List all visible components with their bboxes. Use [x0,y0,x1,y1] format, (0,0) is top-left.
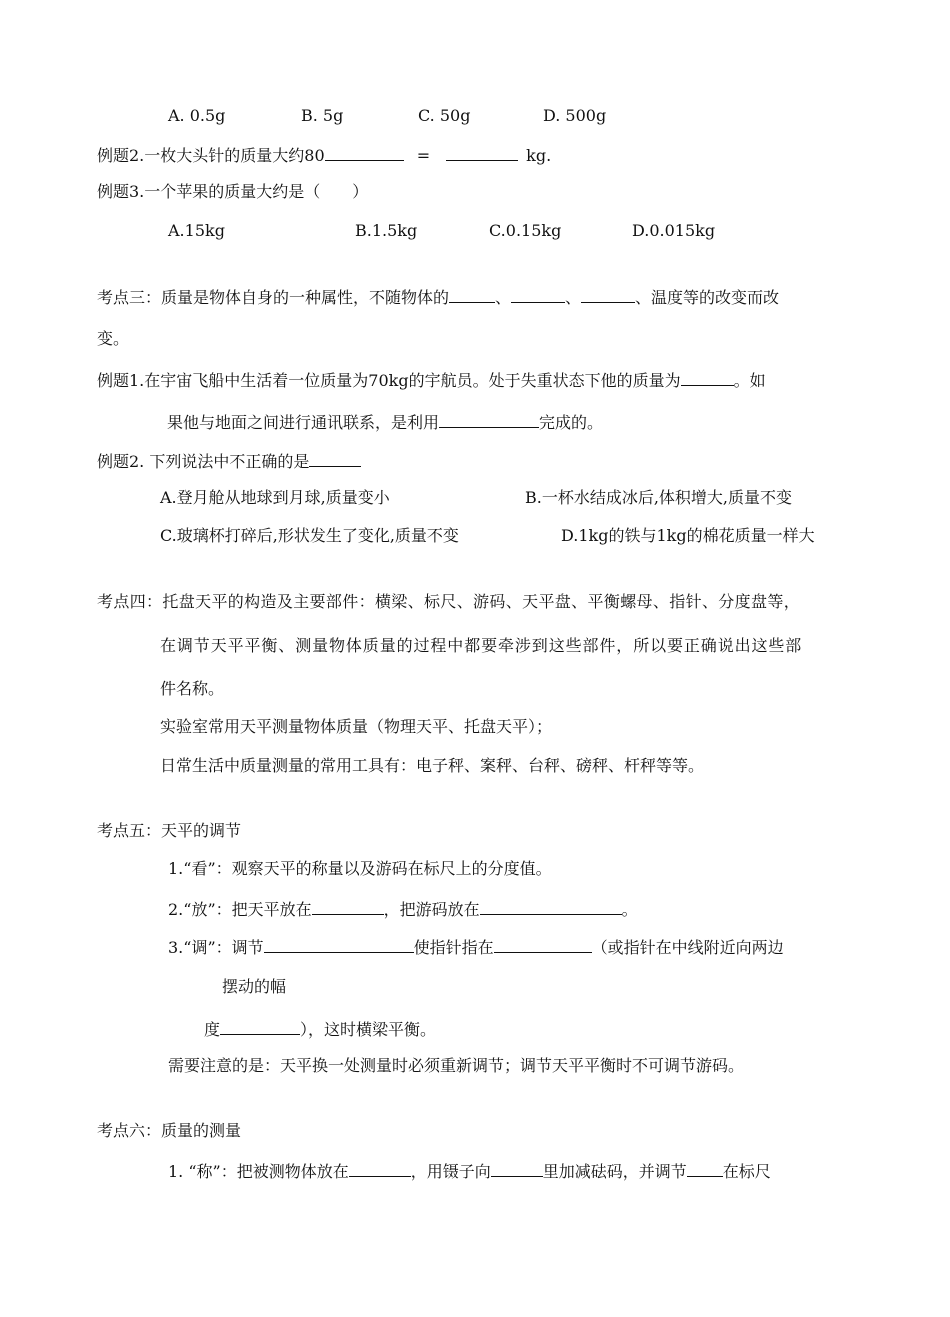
answer-blank[interactable] [581,286,635,303]
answer-blank[interactable] [681,369,734,386]
kd3-line-1 [97,286,779,308]
kd3-text-1: 考点三：质量是物体自身的一种属性，不随物体的 [97,288,450,307]
example-2-line [97,144,551,166]
ex3-option-c: C.0.15kg [489,221,562,240]
answer-blank[interactable] [687,1160,723,1177]
kd3-ex2-option-a: A.登月舱从地球到月球,质量变小 [160,488,390,507]
kd6-step-1-text-2: ，用镊子向 [410,1162,491,1181]
kd4-line-2: 在调节天平平衡、测量物体质量的过程中都要牵涉到这些部件，所以要正确说出这些部 [160,636,803,655]
kd5-step-1: 1.“看”：观察天平的称量以及游码在标尺上的分度值。 [168,859,552,878]
kd3-ex2-question: 例题2. 下列说法中不正确的是 [97,452,310,471]
kd3-ex1-text-3: 果他与地面之间进行通讯联系，是利用 [167,413,440,432]
equals-sign: = [416,146,431,165]
kd6-step-1-text-4: 在标尺 [722,1162,771,1181]
kd5-step-2-text-1: 2.“放”：把天平放在 [168,900,312,919]
ex3-option-d: D.0.015kg [632,221,716,240]
kd5-step-2-text-3: 。 [621,900,638,919]
unit-text: kg. [526,146,552,165]
kd5-step-3-text-6: ），这时横梁平衡。 [300,1020,437,1039]
answer-blank[interactable] [446,144,518,161]
answer-blank[interactable] [491,1160,543,1177]
kd5-title: 考点五：天平的调节 [97,821,242,840]
kd3-ex1-text-2: 。如 [733,371,766,390]
answer-blank[interactable] [449,286,495,303]
kd5-step-3-line-3 [204,1018,436,1040]
answer-blank[interactable] [439,411,539,428]
kd3-ex1-text-4: 完成的。 [539,413,604,432]
example-3-question: 例题3.一个苹果的质量大约是（ ） [97,182,369,201]
kd5-step-3 [168,936,784,958]
q1-option-a: A. 0.5g [168,106,226,125]
kd4-line-4: 实验室常用天平测量物体质量（物理天平、托盘天平）； [160,717,553,736]
kd5-step-3-text-3: （或指针在中线附近向两边 [591,938,784,957]
kd6-step-1-text-3: 里加减砝码，并调节 [542,1162,687,1181]
kd3-example-1-line-1 [97,369,766,391]
kd3-example-2-line [97,450,361,472]
kd3-ex1-text-1: 例题1.在宇宙飞船中生活着一位质量为70kg的宇航员。处于失重状态下他的质量为 [97,371,681,390]
kd6-step-1-text-1: 1. “称”：把被测物体放在 [168,1162,349,1181]
answer-blank[interactable] [325,144,404,161]
kd5-note: 需要注意的是：天平换一处测量时必须重新调节；调节天平平衡时不可调节游码。 [168,1056,745,1075]
ex3-option-b: B.1.5kg [355,221,418,240]
answer-blank[interactable] [480,898,622,915]
kd3-ex2-option-c: C.玻璃杯打碎后,形状发生了变化,质量不变 [160,526,459,545]
kd3-example-1-line-2 [167,411,603,433]
answer-blank[interactable] [349,1160,411,1177]
ex3-option-a: A.15kg [168,221,225,240]
answer-blank[interactable] [309,450,361,467]
kd3-ex2-option-d: D.1kg的铁与1kg的棉花质量一样大 [561,526,815,545]
kd4-line-5: 日常生活中质量测量的常用工具有：电子秤、案秤、台秤、磅秤、杆秤等等。 [160,756,705,775]
answer-blank[interactable] [264,936,414,953]
kd3-ex2-option-b: B.一杯水结成冰后,体积增大,质量不变 [525,488,793,507]
separator: 、 [565,288,582,307]
q1-option-d: D. 500g [543,106,607,125]
kd3-text-3: 变。 [97,329,130,348]
q1-option-b: B. 5g [301,106,344,125]
answer-blank[interactable] [312,898,384,915]
kd5-step-3-text-2: 使指针指在 [413,938,494,957]
kd5-step-3-text-5: 度 [204,1020,221,1039]
answer-blank[interactable] [494,936,592,953]
kd5-step-3-text-4: 摆动的幅 [222,977,287,996]
answer-blank[interactable] [511,286,565,303]
separator: 、 [495,288,512,307]
kd4-line-1: 考点四：托盘天平的构造及主要部件：横梁、标尺、游码、天平盘、平衡螺母、指针、分度盘等， [97,592,801,611]
kd6-title: 考点六：质量的测量 [97,1121,242,1140]
q1-option-c: C. 50g [418,106,471,125]
kd4-line-3: 件名称。 [160,679,225,698]
answer-blank[interactable] [220,1018,300,1035]
kd3-text-2: 、温度等的改变而改 [635,288,780,307]
kd6-step-1 [168,1160,771,1182]
kd5-step-2 [168,898,638,920]
kd5-step-3-text-1: 3.“调”：调节 [168,938,264,957]
kd5-step-2-text-2: ，把游码放在 [383,900,480,919]
example-2-prefix: 例题2.一枚大头针的质量大约80 [97,146,325,165]
